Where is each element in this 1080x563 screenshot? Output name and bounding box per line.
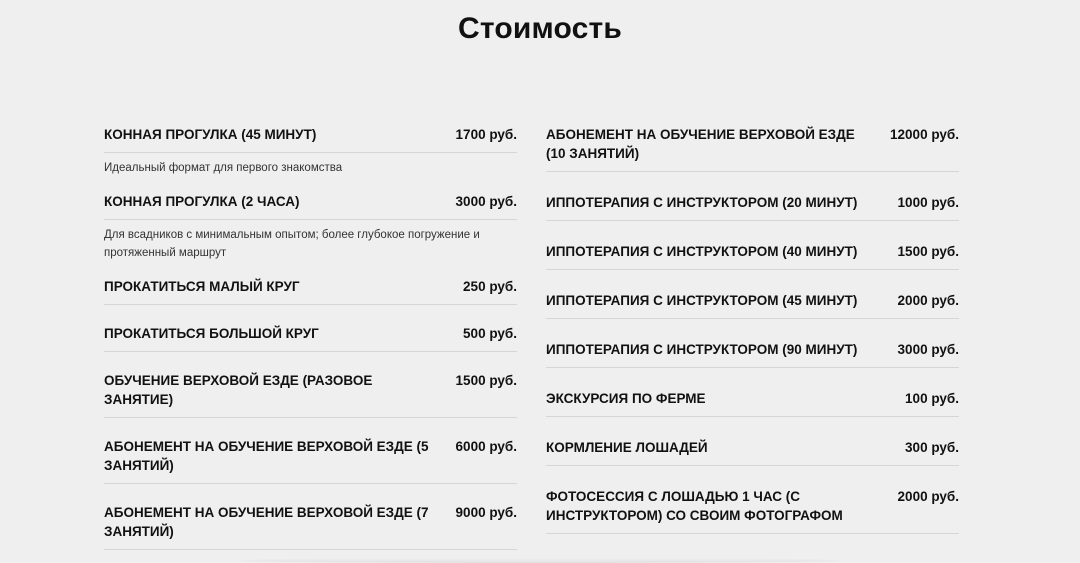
price-item-header (104, 192, 517, 220)
page-title: Стоимость (457, 12, 623, 45)
price-item-price: 3000 руб. (455, 194, 517, 209)
price-item-header (104, 371, 517, 418)
price-item-price: 1700 руб. (455, 127, 517, 142)
price-item (546, 125, 959, 172)
price-item (546, 291, 959, 319)
price-item-name: АБОНЕМЕНТ НА ОБУЧЕНИЕ ВЕРХОВОЙ ЕЗДЕ (10 ЗАНЯТИЙ) (546, 127, 855, 161)
price-item (104, 277, 517, 305)
price-item-name: ПРОКАТИТЬСЯ МАЛЫЙ КРУГ (104, 279, 300, 294)
price-item-header (546, 340, 959, 368)
price-item-price: 2000 руб. (897, 489, 959, 504)
price-item-name: ФОТОСЕССИЯ С ЛОШАДЬЮ 1 ЧАС (С ИНСТРУКТОРОМ) СО СВОИМ ФОТОГРАФОМ (546, 489, 843, 523)
section-bottom-shadow (240, 558, 840, 563)
price-item (546, 340, 959, 368)
price-item-price: 6000 руб. (455, 439, 517, 454)
price-item (546, 438, 959, 466)
price-item-price: 250 руб. (463, 279, 517, 294)
price-item-header (104, 503, 517, 550)
price-item (104, 324, 517, 352)
price-item-price: 3000 руб. (897, 342, 959, 357)
price-item-name: ПРОКАТИТЬСЯ БОЛЬШОЙ КРУГ (104, 326, 319, 341)
price-item-header (546, 193, 959, 221)
price-item (546, 242, 959, 270)
price-list-left (104, 125, 517, 563)
price-item-price: 9000 руб. (455, 505, 517, 520)
price-item (546, 193, 959, 221)
price-item-price: 2000 руб. (897, 293, 959, 308)
price-item-price: 1500 руб. (455, 373, 517, 388)
price-item-name: ИППОТЕРАПИЯ С ИНСТРУКТОРОМ (45 МИНУТ) (546, 293, 858, 308)
price-item-header (546, 438, 959, 466)
price-item-price: 300 руб. (905, 440, 959, 455)
price-item-name: КОННАЯ ПРОГУЛКА (45 МИНУТ) (104, 127, 317, 142)
price-item (546, 487, 959, 534)
price-item-name: ИППОТЕРАПИЯ С ИНСТРУКТОРОМ (20 МИНУТ) (546, 195, 858, 210)
price-item-header (546, 487, 959, 534)
price-item-price: 1500 руб. (897, 244, 959, 259)
price-item (104, 371, 517, 418)
price-item-header (546, 125, 959, 172)
price-item (104, 503, 517, 550)
price-item (546, 389, 959, 417)
price-item-header (546, 291, 959, 319)
price-item-name: АБОНЕМЕНТ НА ОБУЧЕНИЕ ВЕРХОВОЙ ЕЗДЕ (7 ЗАНЯТИЙ) (104, 505, 429, 539)
price-item-header (546, 389, 959, 417)
price-item-name: ИППОТЕРАПИЯ С ИНСТРУКТОРОМ (40 МИНУТ) (546, 244, 858, 259)
price-item-name: АБОНЕМЕНТ НА ОБУЧЕНИЕ ВЕРХОВОЙ ЕЗДЕ (5 ЗАНЯТИЙ) (104, 439, 429, 473)
price-item-description: Идеальный формат для первого знакомства (104, 162, 343, 174)
price-item-header (104, 324, 517, 352)
price-item (104, 125, 517, 177)
price-item (104, 192, 517, 262)
price-item-name: ЭКСКУРСИЯ ПО ФЕРМЕ (546, 391, 706, 406)
price-item-header (104, 437, 517, 484)
price-item-name: КОРМЛЕНИЕ ЛОШАДЕЙ (546, 440, 708, 455)
price-item (104, 437, 517, 484)
price-item-description: Для всадников с минимальным опытом; более глубокое погружение и протяженный маршрут (104, 229, 480, 259)
price-item-price: 1000 руб. (897, 195, 959, 210)
price-item-price: 100 руб. (905, 391, 959, 406)
price-item-name: ОБУЧЕНИЕ ВЕРХОВОЙ ЕЗДЕ (РАЗОВОЕ ЗАНЯТИЕ) (104, 373, 373, 407)
price-item-name: ИППОТЕРАПИЯ С ИНСТРУКТОРОМ (90 МИНУТ) (546, 342, 858, 357)
price-item-name: КОННАЯ ПРОГУЛКА (2 ЧАСА) (104, 194, 300, 209)
price-item-header (546, 242, 959, 270)
price-item-header (104, 125, 517, 153)
price-item-price: 500 руб. (463, 326, 517, 341)
price-list-right (546, 125, 959, 555)
price-item-price: 12000 руб. (890, 127, 959, 142)
price-item-header (104, 277, 517, 305)
